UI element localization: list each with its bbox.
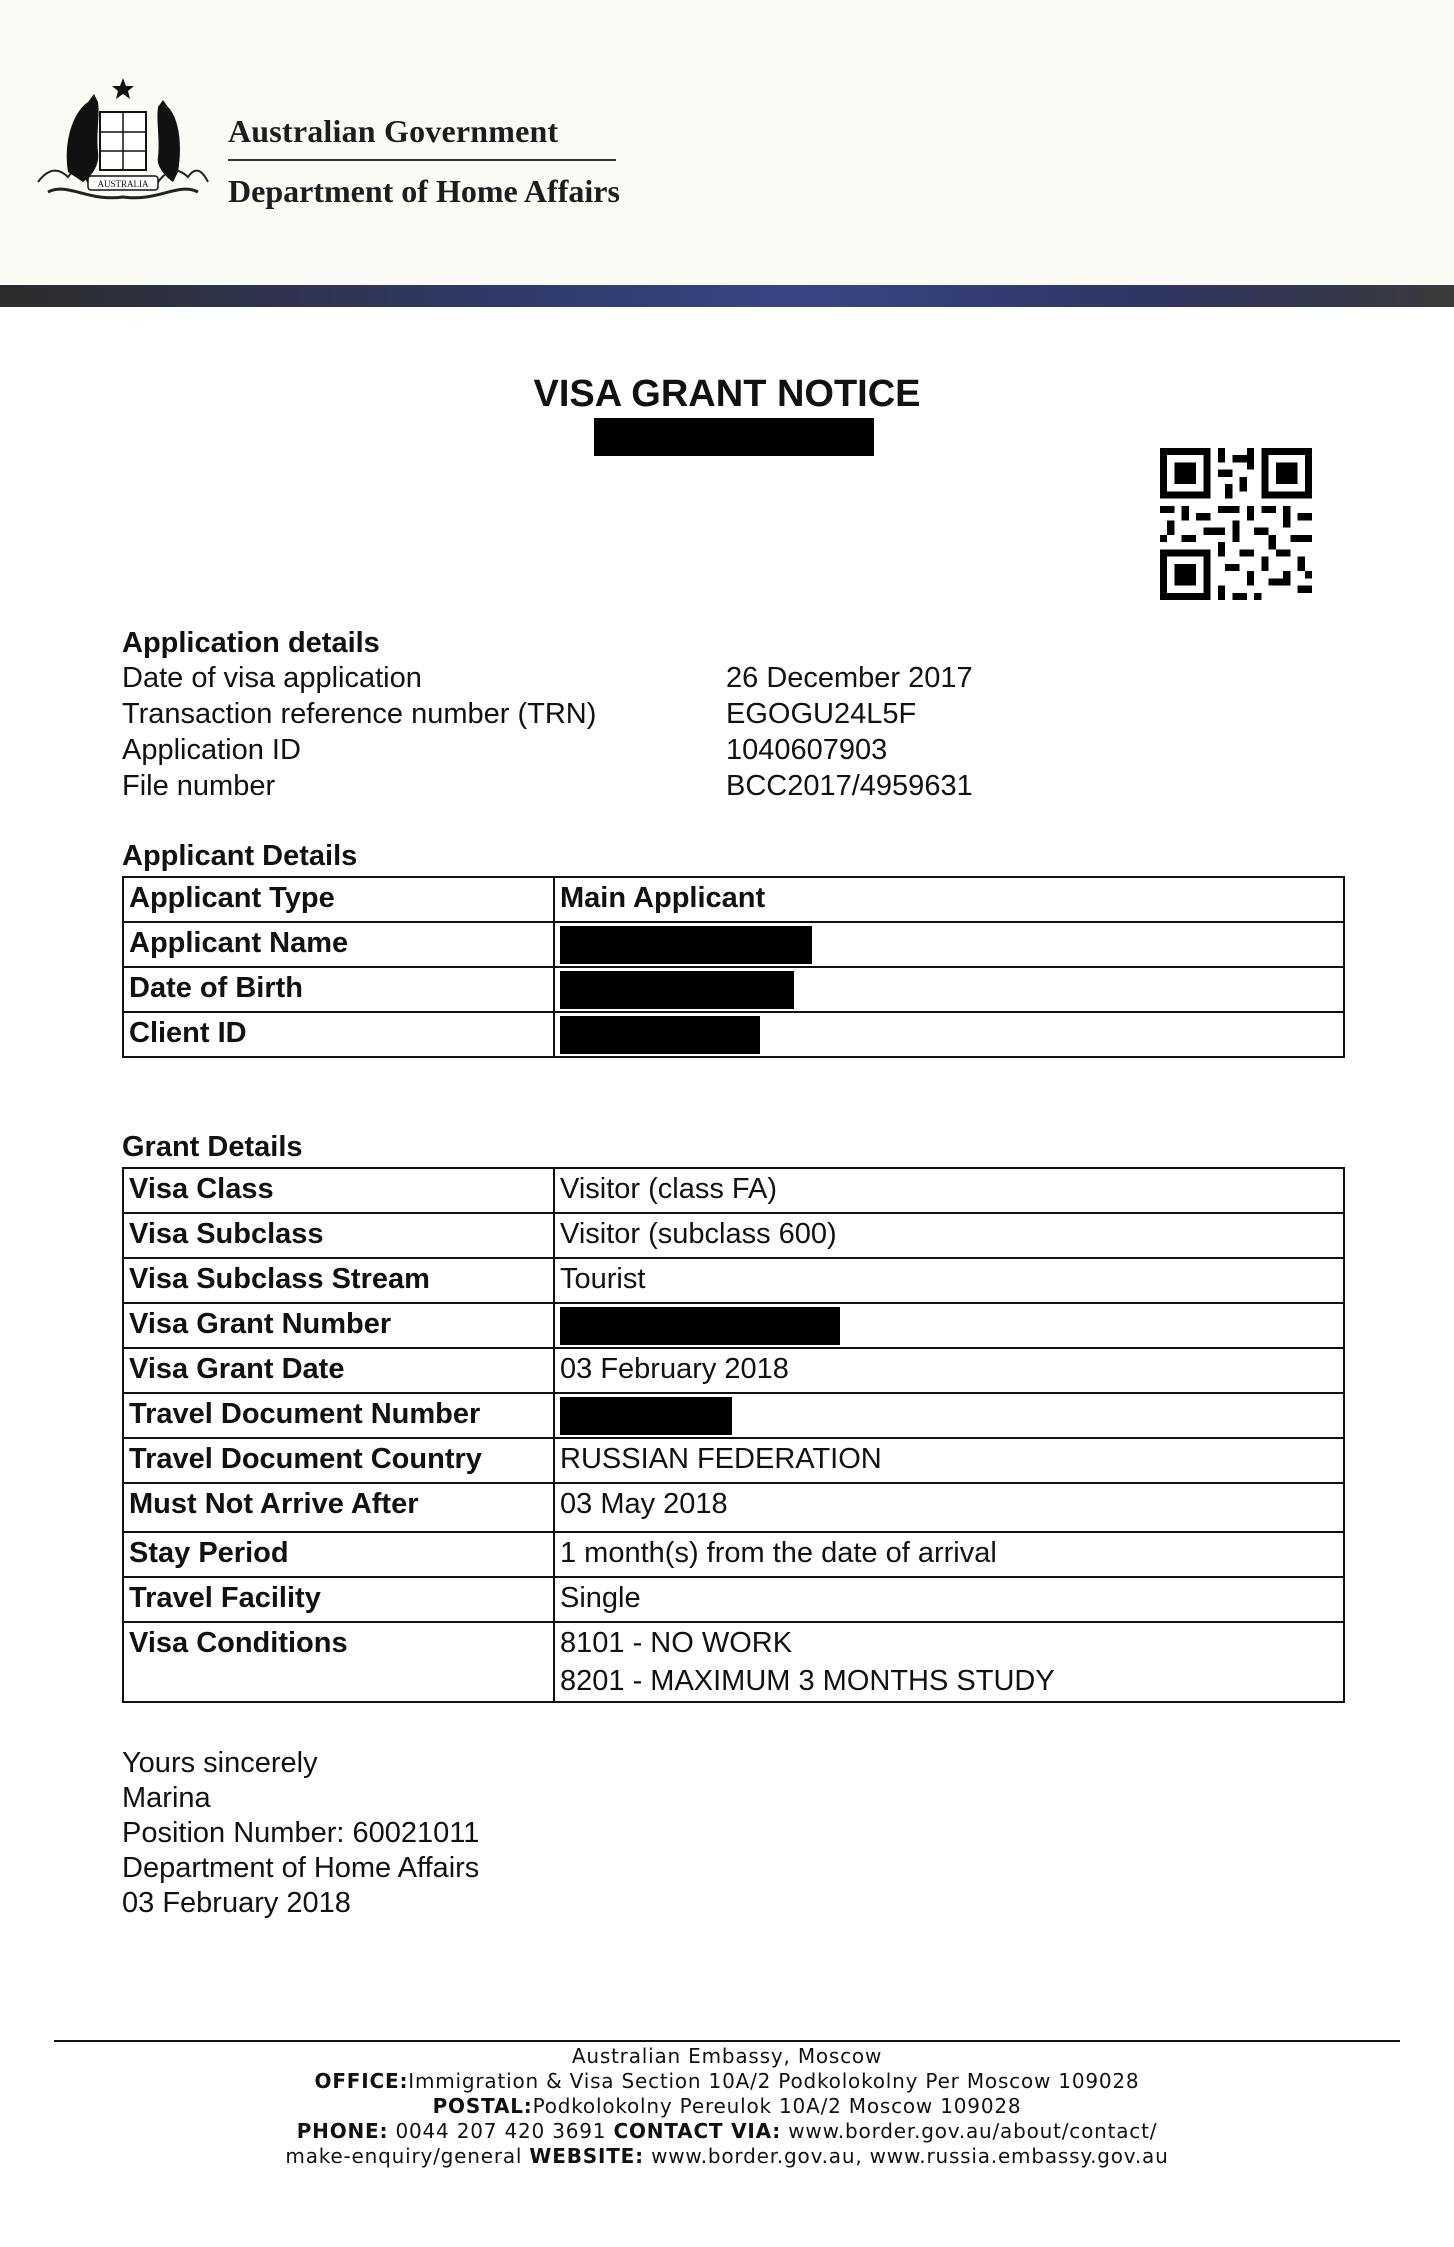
table-row: [123, 922, 1344, 967]
table-value: [554, 1303, 1344, 1348]
table-value: [554, 922, 1344, 967]
notice-title: VISA GRANT NOTICE: [533, 373, 921, 415]
table-row: [123, 1532, 1344, 1577]
table-value: Visitor (class FA): [554, 1168, 1344, 1213]
footer-website-label: WEBSITE:: [529, 2144, 644, 2168]
footer-contact-link-cont[interactable]: make-enquiry/general: [285, 2144, 530, 2168]
table-row: [123, 1168, 1344, 1213]
table-label: Visa Class: [123, 1168, 554, 1213]
table-row: [123, 1438, 1344, 1483]
table-row: [123, 1393, 1344, 1438]
coat-of-arms-logo: [28, 72, 218, 217]
table-label: Must Not Arrive After: [123, 1483, 554, 1532]
letterhead-stripe: [0, 285, 1454, 307]
redacted-value: [560, 1397, 732, 1435]
applicant-details-heading: Applicant Details: [122, 840, 358, 872]
table-value: [554, 1393, 1344, 1438]
table-row: [123, 1258, 1344, 1303]
table-label: Visa Subclass Stream: [123, 1258, 554, 1303]
table-row: [123, 1348, 1344, 1393]
table-row: [123, 1577, 1344, 1622]
footer-phone-value: 0044 207 420 3691: [388, 2119, 614, 2143]
redacted-value: [560, 926, 812, 964]
visa-condition-line: 8101 - NO WORK: [560, 1627, 793, 1659]
table-label: Travel Facility: [123, 1577, 554, 1622]
table-row: [123, 1303, 1344, 1348]
signature-date: 03 February 2018: [122, 1887, 351, 1919]
table-row: [123, 1012, 1344, 1057]
signer-name: Marina: [122, 1782, 211, 1814]
table-value: 03 February 2018: [554, 1348, 1344, 1393]
table-value: Single: [554, 1577, 1344, 1622]
table-label: Travel Document Country: [123, 1438, 554, 1483]
table-label: Date of Birth: [123, 967, 554, 1012]
crest-banner-text: AUSTRALIA: [97, 179, 149, 189]
footer-postal-value: Podkolokolny Pereulok 10A/2 Moscow 109028: [532, 2094, 1022, 2118]
redacted-value: [560, 971, 794, 1009]
table-label: Applicant Name: [123, 922, 554, 967]
detail-label: Date of visa application: [122, 662, 422, 694]
redacted-value: [560, 1016, 760, 1054]
table-row: [123, 967, 1344, 1012]
applicant-details-table: [122, 876, 1345, 1058]
table-label: Stay Period: [123, 1532, 554, 1577]
header-divider: [228, 159, 616, 161]
table-value: [554, 1622, 1344, 1702]
table-value: Tourist: [554, 1258, 1344, 1303]
footer-postal: [0, 2094, 1454, 2119]
table-value: Visitor (subclass 600): [554, 1213, 1344, 1258]
table-row: [123, 1213, 1344, 1258]
table-label: Applicant Type: [123, 877, 554, 922]
table-row: [123, 1622, 1344, 1702]
visa-condition-line: 8201 - MAXIMUM 3 MONTHS STUDY: [560, 1665, 1055, 1697]
footer-office-label: OFFICE:: [314, 2069, 409, 2093]
table-value: [554, 1012, 1344, 1057]
detail-row-application-date: [122, 660, 973, 696]
detail-label: Application ID: [122, 734, 301, 766]
table-label: Visa Conditions: [123, 1622, 554, 1702]
government-name: Australian Government: [228, 113, 559, 149]
redacted-block: [594, 418, 874, 456]
application-details-list: [122, 660, 973, 804]
redacted-value: [560, 1307, 840, 1345]
detail-label: Transaction reference number (TRN): [122, 698, 597, 730]
grant-details-heading: Grant Details: [122, 1131, 303, 1163]
detail-label: File number: [122, 770, 276, 802]
table-value: 03 May 2018: [554, 1483, 1344, 1532]
letterhead: [0, 0, 1454, 285]
footer-postal-label: POSTAL:: [432, 2094, 533, 2118]
footer-office: [0, 2069, 1454, 2094]
salutation: Yours sincerely: [122, 1747, 318, 1779]
table-label: Visa Grant Date: [123, 1348, 554, 1393]
department-name: Department of Home Affairs: [228, 173, 620, 209]
detail-value: 1040607903: [726, 734, 888, 766]
qr-code: [1160, 448, 1312, 600]
table-row: [123, 1483, 1344, 1532]
table-value: 1 month(s) from the date of arrival: [554, 1532, 1344, 1577]
table-value: [554, 967, 1344, 1012]
detail-value: EGOGU24L5F: [726, 698, 917, 730]
detail-row-trn: [122, 696, 973, 732]
footer: [0, 2044, 1454, 2169]
table-label: Travel Document Number: [123, 1393, 554, 1438]
table-value: RUSSIAN FEDERATION: [554, 1438, 1344, 1483]
signer-department: Department of Home Affairs: [122, 1852, 480, 1884]
table-label: Visa Grant Number: [123, 1303, 554, 1348]
footer-embassy: Australian Embassy, Moscow: [571, 2044, 883, 2068]
footer-contact-link[interactable]: www.border.gov.au/about/contact/: [781, 2119, 1158, 2143]
application-details-heading: Application details: [122, 627, 380, 659]
footer-contact-label: CONTACT VIA:: [613, 2119, 782, 2143]
footer-phone-label: PHONE:: [296, 2119, 389, 2143]
signer-position: Position Number: 60021011: [122, 1817, 480, 1849]
closing-signature: [122, 1746, 479, 1921]
grant-details-table: [122, 1167, 1345, 1703]
footer-website-links[interactable]: www.border.gov.au, www.russia.embassy.gov.au: [643, 2144, 1169, 2168]
footer-website: [0, 2144, 1454, 2169]
table-label: Client ID: [123, 1012, 554, 1057]
detail-row-application-id: [122, 732, 973, 768]
detail-row-file-number: [122, 768, 973, 804]
footer-divider: [54, 2040, 1400, 2042]
table-value: Main Applicant: [554, 877, 1344, 922]
table-row: [123, 877, 1344, 922]
detail-value: BCC2017/4959631: [726, 770, 973, 802]
table-label: Visa Subclass: [123, 1213, 554, 1258]
footer-phone-contact: [0, 2119, 1454, 2144]
footer-office-value: Immigration & Visa Section 10A/2 Podkolokolny Per Moscow 109028: [408, 2069, 1140, 2093]
detail-value: 26 December 2017: [726, 662, 973, 694]
